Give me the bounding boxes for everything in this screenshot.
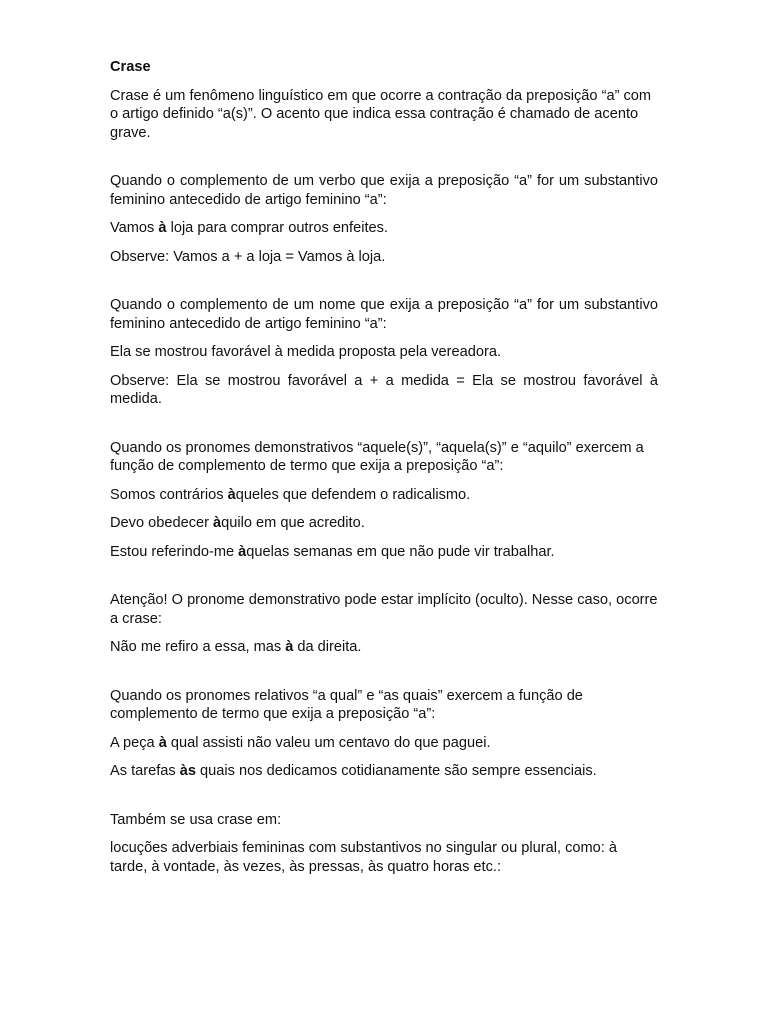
example-sentence: Ela se mostrou favorável à medida proposta pela vereadora. [110,344,502,360]
example-sentence [110,734,658,753]
intro-paragraph: Crase é um fenômeno linguístico em que ocorre a contração da preposição “a” com o artigo definido “a(s)”. O acento que indica essa contração é chamado de acento grave. [110,87,652,141]
example-text: loja para comprar outros enfeites. [166,220,388,236]
example-text: Devo obedecer [110,515,214,531]
example-text: queles que defendem o radicalismo. [235,486,471,503]
document-title: Crase [110,59,151,75]
example-text: quais nos dedicamos cotidianamente são sempre essenciais. [196,763,597,779]
example-text: Somos contrários [110,486,228,503]
example-text: Estou referindo-me [110,543,239,560]
example-sentence [110,543,658,562]
attention-note: Atenção! O pronome demonstrativo pode estar implícito (oculto). Nesse caso, ocorre a crase: [110,592,658,627]
rule-relative-pronouns: Quando os pronomes relativos “a qual” e “as quais” exercem a função de complemento de termo que exija a preposição “a”: [110,687,583,722]
rule-noun-complement: Quando o complemento de um nome que exija a preposição “a” for um substantivo feminino antecedido de artigo feminino “a”: [110,297,658,332]
adverbial-locutions: locuções adverbiais femininas com substantivos no singular ou plural, como: à tarde, à vontade, às vezes, às pressas, às quatro horas etc.: [110,840,617,875]
example-sentence [110,219,658,238]
example-text: quelas semanas em que não pude vir trabalhar. [246,543,555,560]
crase-highlight: à [238,543,247,560]
rule-verb-complement: Quando o complemento de um verbo que exija a preposição “a” for um substantivo feminino antecedido de artigo feminino “a”: [110,173,658,208]
example-sentence [110,638,658,657]
observation-sentence: Observe: Ela se mostrou favorável a + a medida = Ela se mostrou favorável à medida. [110,372,658,407]
example-text: qual assisti não valeu um centavo do que paguei. [166,734,491,751]
example-text: As tarefas [110,763,180,779]
example-text: Vamos [110,220,159,236]
observation-sentence: Observe: Vamos a + a loja = Vamos à loja. [110,248,386,265]
document-page [110,58,658,876]
crase-highlight: à [158,734,167,751]
example-text: quilo em que acredito. [221,515,365,531]
crase-highlight: à [285,639,294,655]
rule-demonstrative-pronouns: Quando os pronomes demonstrativos “aquele(s)”, “aquela(s)” e “aquilo” exercem a função de complemento de termo que exija a preposição “a”: [110,439,644,474]
example-sentence [110,514,658,533]
crase-highlight: à [158,220,167,236]
example-sentence [110,762,658,781]
example-sentence [110,486,658,505]
example-text: da direita. [293,639,362,655]
crase-highlight: às [179,763,196,779]
example-text: A peça [110,734,159,751]
example-text: Não me refiro a essa, mas [110,639,286,655]
rule-also-used: Também se usa crase em: [110,811,282,828]
crase-highlight: à [213,515,222,531]
crase-highlight: à [227,486,236,503]
